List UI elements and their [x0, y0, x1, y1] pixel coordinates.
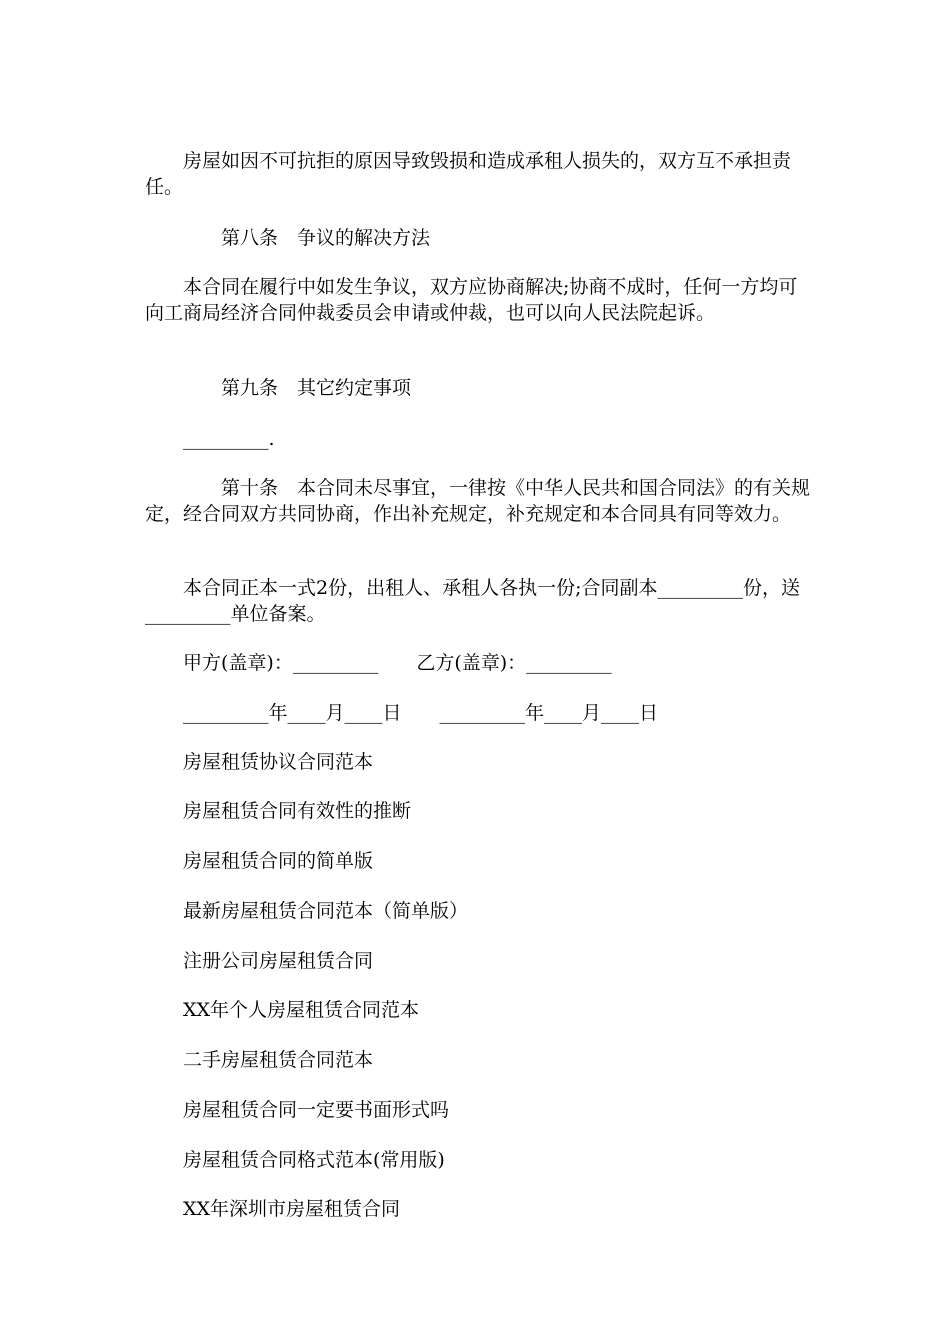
- related-link[interactable]: 房屋租赁合同的简单版: [145, 850, 374, 872]
- signature-line: 甲方(盖章)：_________ 乙方(盖章)：_________: [145, 652, 612, 674]
- related-link[interactable]: 房屋租赁协议合同范本: [145, 751, 374, 773]
- related-link[interactable]: 房屋租赁合同一定要书面形式吗: [145, 1099, 450, 1121]
- heading-article-9: 第九条 其它约定事项: [145, 377, 412, 399]
- related-link[interactable]: 房屋租赁合同格式范本(常用版): [145, 1149, 445, 1171]
- related-link[interactable]: 注册公司房屋租赁合同: [145, 950, 374, 972]
- heading-article-10: 第十条 本合同未尽事宜，一律按《中华人民共和国合同法》的有关规定，经合同双方共同协商，作出补充规定，补充规定和本合同具有同等效力。: [145, 477, 811, 525]
- paragraph-copies: 本合同正本一式2份，出租人、承租人各执一份;合同副本_________份，送_________单位备案。: [145, 577, 800, 625]
- related-link[interactable]: 二手房屋租赁合同范本: [145, 1049, 374, 1071]
- paragraph-dispute-resolution: 本合同在履行中如发生争议，双方应协商解决;协商不成时，任何一方均可向工商局经济合同仲裁委员会申请或仲裁，也可以向人民法院起诉。: [145, 276, 798, 324]
- related-link[interactable]: 最新房屋租赁合同范本（简单版）: [145, 900, 469, 922]
- blank-line: _________.: [145, 428, 275, 450]
- paragraph-force-majeure: 房屋如因不可抗拒的原因导致毁损和造成承租人损失的，双方互不承担责任。: [145, 150, 792, 198]
- related-link[interactable]: XX年深圳市房屋租赁合同: [145, 1198, 401, 1220]
- heading-article-8: 第八条 争议的解决方法: [145, 227, 431, 249]
- date-line: _________年____月____日 _________年____月____日: [145, 702, 659, 724]
- related-link[interactable]: XX年个人房屋租赁合同范本: [145, 999, 420, 1021]
- related-link[interactable]: 房屋租赁合同有效性的推断: [145, 800, 412, 822]
